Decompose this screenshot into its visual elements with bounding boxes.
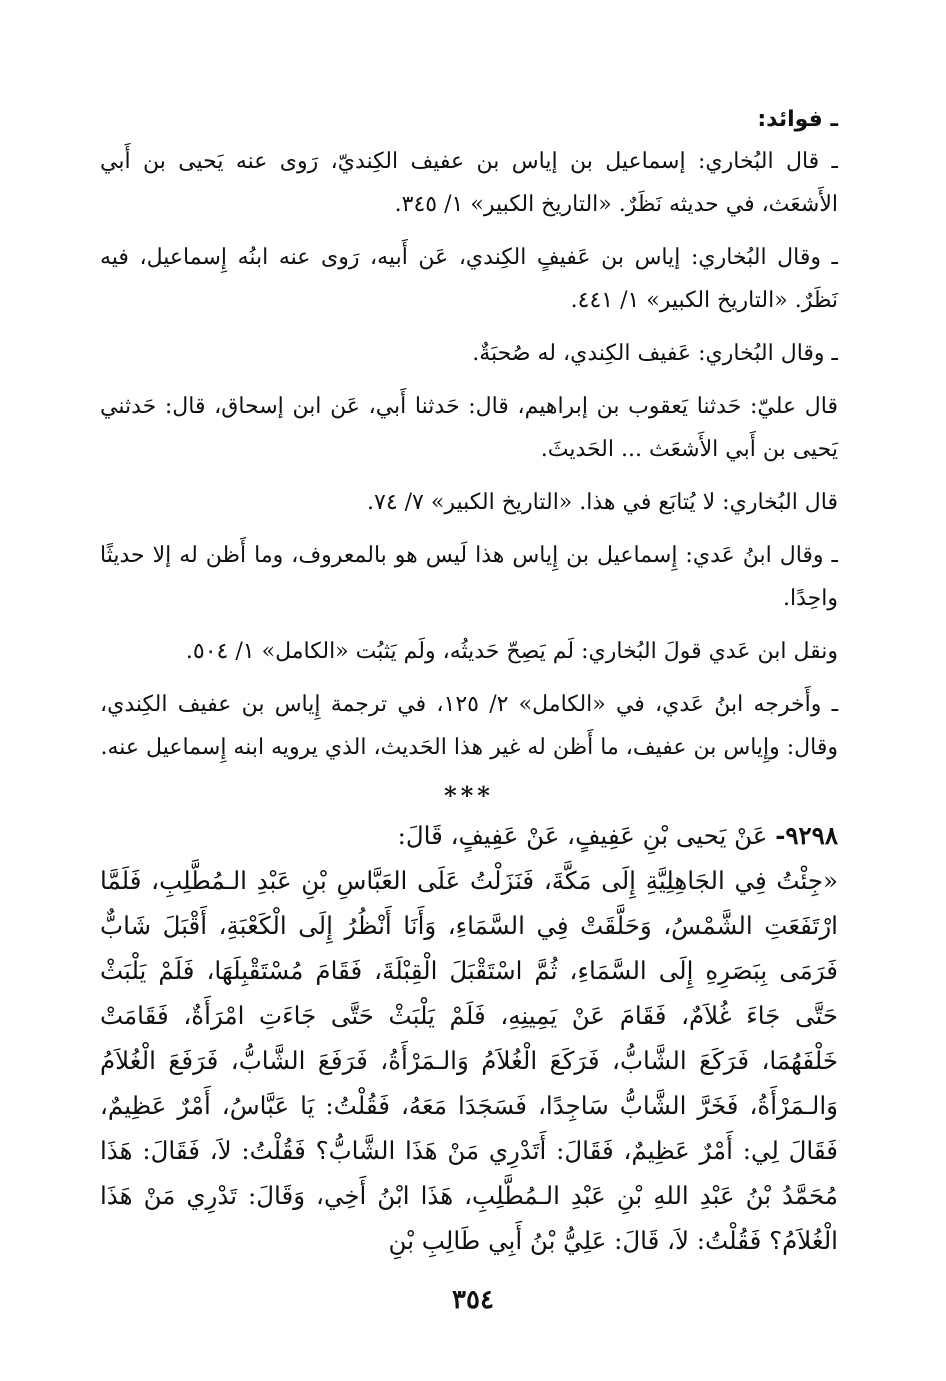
hadith-chain-text: عَنْ يَحيى بْنِ عَفِيفٍ، عَنْ عَفِيفٍ، قَالَ: <box>397 821 768 850</box>
note-paragraph: ـ وقال البُخاري: عَفيف الكِندي، له صُحبَةٌ. <box>472 341 838 366</box>
page-body <box>100 100 838 1263</box>
note-paragraph: قال البُخاري: لا يُتابَع في هذا. «التاريخ الكبير» ٧/ ٧٤. <box>367 490 838 515</box>
hadith-entry <box>100 813 838 1263</box>
note-paragraph: ـ قال البُخاري: إسماعيل بن إياس بن عفيف الكِنديّ، رَوى عنه يَحيى بن أَبي الأَشعَث، في حديثه نَظَرٌ. «التاريخ الكبير» ١/ ٣٤٥. <box>100 149 838 217</box>
note-paragraph: ـ وأَخرجه ابنُ عَدي، في «الكامل» ٢/ ١٢٥، في ترجمة إِياس بن عفيف الكِندي، وقال: وإِياس بن عفيف، ما أَظن له غير هذا الحَديث، الذي يرويه ابنه إِسماعيل عنه. <box>100 692 839 760</box>
hadith-chain <box>100 813 838 858</box>
note-paragraph: ـ وقال البُخاري: إياس بن عَفيفٍ الكِندي، عَن أَبيه، رَوى عنه ابنُه إِسماعيل، فيه نَظَرٌ. «التاريخ الكبير» ١/ ٤٤١. <box>100 245 838 313</box>
hadith-number: ٩٢٩٨- <box>775 821 838 850</box>
note-paragraph: قال عليّ: حَدثنا يَعقوب بن إبراهيم، قال: حَدثنا أَبي، عَن ابن إسحاق، قال: حَدثني يَحيى بن أَبي الأَشعَث ... الحَديثَ. <box>100 394 838 462</box>
section-separator: *** <box>444 781 494 810</box>
notes-section <box>100 140 838 769</box>
hadith-text: «جِئْتُ فِي الجَاهِلِيَّةِ إِلَى مَكَّةَ، فَنَزَلْتُ عَلَى العَبَّاسِ بْنِ عَبْدِ الـمُطَّلِبِ، فَلَمَّا ارْتَفَعَتِ الشَّمْسُ، وَحَلَّقَتْ فِي السَّمَاءِ، وَأَنَا أَنْظُرُ إِلَى الْكَعْبَةِ، أَقْبَلَ شَابٌّ فَرَمَى بِبَصَرِهِ إِلَى السَّمَاءِ، ثُمَّ اسْتَقْبَلَ الْقِبْلَةَ، فَقَامَ مُسْتَقْبِلَهَا، فَلَمْ يَلْبَثْ حَتَّى جَاءَ غُلاَمٌ، فَقَامَ عَنْ يَمِينِهِ، فَلَمْ يَلْبَثْ حَتَّى جَاءَتِ امْرَأَةٌ، فَقَامَتْ خَلْفَهُمَا، فَرَكَعَ الشَّابُّ، فَرَكَعَ الْغُلاَمُ وَالـمَرْأَةُ، فَرَفَعَ الشَّابُّ، فَرَفَعَ الْغُلاَمُ وَالـمَرْأَةُ، فَخَرَّ الشَّابُّ سَاجِدًا، فَسَجَدَا مَعَهُ، فَقُلْتُ: يَا عَبَّاسُ، أَمْرٌ عَظِيمٌ، فَقَالَ لِي: أَمْرٌ عَظِيمٌ، فَقَالَ: أَتَدْرِي مَنْ هَذَا الشَّابُّ؟ فَقُلْتُ: لاَ، فَقَالَ: هَذَا مُحَمَّدُ بْنُ عَبْدِ اللهِ بْنِ عَبْدِ الـمُطَّلِبِ، هَذَا ابْنُ أَخِي، وَقَالَ: تَدْرِي مَنْ هَذَا الْغُلاَمُ؟ فَقُلْتُ: لاَ، قَالَ: عَلِيُّ بْنُ أَبِي طَالِبِ بْنِ <box>100 866 838 1255</box>
benefits-heading: ـ فوائد: <box>757 107 838 132</box>
note-paragraph: ـ وقال ابنُ عَدي: إِسماعيل بن إِياس هذا لَيس هو بالمعروف، وما أَظن له إلا حديثًا واحِدًا. <box>100 543 838 611</box>
note-paragraph: ونقل ابن عَدي قولَ البُخاري: لَم يَصِحّ حَديثُه، ولَم يَثبُت «الكامل» ١/ ٥٠٤. <box>185 639 838 664</box>
page-number: ٣٥٤ <box>452 1285 494 1315</box>
